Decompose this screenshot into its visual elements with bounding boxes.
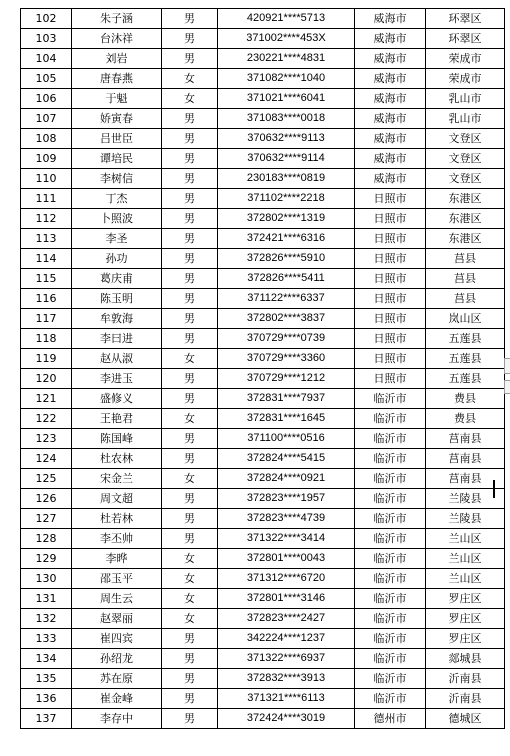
cell-district[interactable]: 东港区 <box>426 229 505 249</box>
cell-id-number[interactable]: 371082****1040 <box>218 69 355 89</box>
cell-id-number[interactable]: 372823****4739 <box>218 509 355 529</box>
cell-district[interactable]: 文登区 <box>426 149 505 169</box>
cell-id-number[interactable]: 371321****6113 <box>218 689 355 709</box>
cell-name[interactable]: 杜农林 <box>72 449 162 469</box>
cell-name[interactable]: 台沐祥 <box>72 29 162 49</box>
cell-id-number[interactable]: 371102****2218 <box>218 189 355 209</box>
cell-name[interactable]: 赵从淑 <box>72 349 162 369</box>
cell-city[interactable]: 日照市 <box>355 349 426 369</box>
cell-city[interactable]: 临沂市 <box>355 629 426 649</box>
cell-id-number[interactable]: 370729****0739 <box>218 329 355 349</box>
cell-name[interactable]: 牟敦海 <box>72 309 162 329</box>
cell-city[interactable]: 日照市 <box>355 369 426 389</box>
cell-gender[interactable]: 男 <box>162 649 218 669</box>
cell-id-number[interactable]: 372801****3146 <box>218 589 355 609</box>
table-row <box>21 429 505 449</box>
cell-id-number[interactable]: 371122****6337 <box>218 289 355 309</box>
cell-district[interactable]: 沂南县 <box>426 669 505 689</box>
cell-id-number[interactable]: 371083****0018 <box>218 109 355 129</box>
cell-city[interactable]: 日照市 <box>355 229 426 249</box>
table-row <box>21 349 505 369</box>
cell-district[interactable]: 罗庄区 <box>426 589 505 609</box>
cell-name[interactable]: 陈玉明 <box>72 289 162 309</box>
cell-district[interactable]: 文登区 <box>426 169 505 189</box>
cell-id-number[interactable]: 371100****0516 <box>218 429 355 449</box>
cell-number[interactable]: 131 <box>21 589 72 609</box>
cell-gender[interactable]: 女 <box>162 469 218 489</box>
cell-name[interactable]: 李晔 <box>72 549 162 569</box>
table-row <box>21 89 505 109</box>
cell-district[interactable]: 莒县 <box>426 269 505 289</box>
cell-city[interactable]: 临沂市 <box>355 509 426 529</box>
cell-name[interactable]: 王艳君 <box>72 409 162 429</box>
cell-id-number[interactable]: 372832****3913 <box>218 669 355 689</box>
cell-name[interactable]: 崔四宾 <box>72 629 162 649</box>
cell-district[interactable]: 五莲县 <box>426 329 505 349</box>
table-row <box>21 149 505 169</box>
cell-id-number[interactable]: 372823****1957 <box>218 489 355 509</box>
cell-name[interactable]: 于魁 <box>72 89 162 109</box>
cell-gender[interactable]: 男 <box>162 329 218 349</box>
text-cursor <box>493 480 495 498</box>
cell-city[interactable]: 威海市 <box>355 169 426 189</box>
cell-name[interactable]: 谭培民 <box>72 149 162 169</box>
cell-gender[interactable]: 女 <box>162 349 218 369</box>
cell-number[interactable]: 103 <box>21 29 72 49</box>
table-row <box>21 589 505 609</box>
cell-city[interactable]: 临沂市 <box>355 409 426 429</box>
cell-district[interactable]: 五莲县 <box>426 349 505 369</box>
cell-city[interactable]: 临沂市 <box>355 569 426 589</box>
cell-gender[interactable]: 女 <box>162 549 218 569</box>
cell-gender[interactable]: 男 <box>162 249 218 269</box>
cell-id-number[interactable]: 372831****7937 <box>218 389 355 409</box>
cell-id-number[interactable]: 372826****5411 <box>218 269 355 289</box>
cell-gender[interactable]: 女 <box>162 589 218 609</box>
cell-number[interactable]: 117 <box>21 309 72 329</box>
cell-number[interactable]: 125 <box>21 469 72 489</box>
cell-district[interactable]: 乳山市 <box>426 109 505 129</box>
cell-district[interactable]: 莒县 <box>426 289 505 309</box>
cell-id-number[interactable]: 372824****5415 <box>218 449 355 469</box>
cell-name[interactable]: 周生云 <box>72 589 162 609</box>
cell-id-number[interactable]: 420921****5713 <box>218 9 355 29</box>
cell-gender[interactable]: 男 <box>162 149 218 169</box>
table-row <box>21 569 505 589</box>
cell-number[interactable]: 132 <box>21 609 72 629</box>
table-row <box>21 649 505 669</box>
table-row <box>21 69 505 89</box>
table-row <box>21 549 505 569</box>
cell-city[interactable]: 日照市 <box>355 209 426 229</box>
cell-name[interactable]: 葛庆甫 <box>72 269 162 289</box>
cell-city[interactable]: 威海市 <box>355 49 426 69</box>
cell-district[interactable]: 兰山区 <box>426 549 505 569</box>
cell-number[interactable]: 118 <box>21 329 72 349</box>
cell-number[interactable]: 127 <box>21 509 72 529</box>
cell-gender[interactable]: 男 <box>162 669 218 689</box>
cell-district[interactable]: 莒南县 <box>426 429 505 449</box>
cell-district[interactable]: 荣成市 <box>426 69 505 89</box>
cell-number[interactable]: 135 <box>21 669 72 689</box>
cell-name[interactable]: 崔金峰 <box>72 689 162 709</box>
table-row <box>21 489 505 509</box>
cell-gender[interactable]: 女 <box>162 409 218 429</box>
cell-gender[interactable]: 男 <box>162 29 218 49</box>
cell-number[interactable]: 124 <box>21 449 72 469</box>
cell-name[interactable]: 李存中 <box>72 709 162 729</box>
cell-name[interactable]: 孙绍龙 <box>72 649 162 669</box>
cell-gender[interactable]: 男 <box>162 229 218 249</box>
cell-gender[interactable]: 男 <box>162 389 218 409</box>
cell-city[interactable]: 临沂市 <box>355 529 426 549</box>
cell-gender[interactable]: 男 <box>162 309 218 329</box>
cell-city[interactable]: 日照市 <box>355 269 426 289</box>
cell-number[interactable]: 128 <box>21 529 72 549</box>
roster-table-body <box>21 9 505 729</box>
cell-gender[interactable]: 男 <box>162 369 218 389</box>
cell-number[interactable]: 104 <box>21 49 72 69</box>
cell-gender[interactable]: 男 <box>162 269 218 289</box>
scroll-handle-lower[interactable] <box>504 380 510 394</box>
cell-gender[interactable]: 女 <box>162 69 218 89</box>
cell-city[interactable]: 威海市 <box>355 69 426 89</box>
cell-city[interactable]: 德州市 <box>355 709 426 729</box>
cell-name[interactable]: 李圣 <box>72 229 162 249</box>
cell-id-number[interactable]: 342224****1237 <box>218 629 355 649</box>
cell-city[interactable]: 临沂市 <box>355 649 426 669</box>
cell-name[interactable]: 李树信 <box>72 169 162 189</box>
cell-city[interactable]: 临沂市 <box>355 449 426 469</box>
cell-city[interactable]: 临沂市 <box>355 669 426 689</box>
cell-id-number[interactable]: 370729****1212 <box>218 369 355 389</box>
table-row <box>21 609 505 629</box>
roster-table <box>20 8 505 729</box>
table-row <box>21 229 505 249</box>
cell-district[interactable]: 环翠区 <box>426 9 505 29</box>
cell-number[interactable]: 108 <box>21 129 72 149</box>
cell-city[interactable]: 临沂市 <box>355 489 426 509</box>
cell-id-number[interactable]: 372826****5910 <box>218 249 355 269</box>
table-row <box>21 209 505 229</box>
cell-number[interactable]: 119 <box>21 349 72 369</box>
cell-number[interactable]: 111 <box>21 189 72 209</box>
cell-number[interactable]: 136 <box>21 689 72 709</box>
table-row <box>21 369 505 389</box>
cell-district[interactable]: 莒县 <box>426 249 505 269</box>
cell-id-number[interactable]: 371312****6720 <box>218 569 355 589</box>
cell-district[interactable]: 兰山区 <box>426 569 505 589</box>
cell-id-number[interactable]: 370729****3360 <box>218 349 355 369</box>
cell-district[interactable]: 费县 <box>426 409 505 429</box>
table-row <box>21 249 505 269</box>
cell-number[interactable]: 114 <box>21 249 72 269</box>
table-row <box>21 289 505 309</box>
cell-city[interactable]: 临沂市 <box>355 689 426 709</box>
cell-gender[interactable]: 男 <box>162 709 218 729</box>
cell-gender[interactable]: 男 <box>162 489 218 509</box>
table-row <box>21 669 505 689</box>
cell-name[interactable]: 卜照波 <box>72 209 162 229</box>
cell-gender[interactable]: 男 <box>162 109 218 129</box>
table-row <box>21 389 505 409</box>
table-row <box>21 529 505 549</box>
cell-number[interactable]: 109 <box>21 149 72 169</box>
cell-city[interactable]: 威海市 <box>355 9 426 29</box>
cell-name[interactable]: 苏在原 <box>72 669 162 689</box>
cell-id-number[interactable]: 372802****3837 <box>218 309 355 329</box>
table-row <box>21 9 505 29</box>
cell-name[interactable]: 杜若林 <box>72 509 162 529</box>
table-row <box>21 629 505 649</box>
cell-city[interactable]: 临沂市 <box>355 429 426 449</box>
cell-district[interactable]: 东港区 <box>426 209 505 229</box>
cell-gender[interactable]: 男 <box>162 209 218 229</box>
cell-district[interactable]: 兰山区 <box>426 529 505 549</box>
cell-gender[interactable]: 男 <box>162 449 218 469</box>
cell-city[interactable]: 临沂市 <box>355 389 426 409</box>
table-row <box>21 509 505 529</box>
cell-id-number[interactable]: 230183****0819 <box>218 169 355 189</box>
cell-gender[interactable]: 男 <box>162 629 218 649</box>
cell-name[interactable]: 宋金兰 <box>72 469 162 489</box>
cell-city[interactable]: 日照市 <box>355 189 426 209</box>
table-row <box>21 129 505 149</box>
cell-id-number[interactable]: 372823****2427 <box>218 609 355 629</box>
cell-city[interactable]: 威海市 <box>355 89 426 109</box>
table-row <box>21 689 505 709</box>
table-row <box>21 269 505 289</box>
cell-district[interactable]: 德城区 <box>426 709 505 729</box>
cell-city[interactable]: 日照市 <box>355 289 426 309</box>
cell-city[interactable]: 威海市 <box>355 149 426 169</box>
cell-number[interactable]: 112 <box>21 209 72 229</box>
table-row <box>21 309 505 329</box>
cell-name[interactable]: 丁杰 <box>72 189 162 209</box>
table-row <box>21 109 505 129</box>
cell-number[interactable]: 129 <box>21 549 72 569</box>
cell-city[interactable]: 日照市 <box>355 309 426 329</box>
cell-gender[interactable]: 女 <box>162 609 218 629</box>
scroll-handle[interactable] <box>504 358 510 374</box>
cell-name[interactable]: 盛修义 <box>72 389 162 409</box>
cell-district[interactable]: 乳山市 <box>426 89 505 109</box>
cell-gender[interactable]: 男 <box>162 429 218 449</box>
cell-name[interactable]: 周文超 <box>72 489 162 509</box>
cell-city[interactable]: 威海市 <box>355 109 426 129</box>
cell-city[interactable]: 日照市 <box>355 329 426 349</box>
cell-name[interactable]: 孙功 <box>72 249 162 269</box>
cell-gender[interactable]: 女 <box>162 569 218 589</box>
cell-id-number[interactable]: 372424****3019 <box>218 709 355 729</box>
cell-id-number[interactable]: 372831****1645 <box>218 409 355 429</box>
cell-name[interactable]: 唐春燕 <box>72 69 162 89</box>
cell-id-number[interactable]: 372421****6316 <box>218 229 355 249</box>
cell-id-number[interactable]: 371002****453X <box>218 29 355 49</box>
cell-city[interactable]: 临沂市 <box>355 549 426 569</box>
cell-number[interactable]: 123 <box>21 429 72 449</box>
cell-id-number[interactable]: 372824****0921 <box>218 469 355 489</box>
cell-name[interactable]: 刘岩 <box>72 49 162 69</box>
cell-city[interactable]: 临沂市 <box>355 589 426 609</box>
cell-id-number[interactable]: 371322****3414 <box>218 529 355 549</box>
cell-id-number[interactable]: 372801****0043 <box>218 549 355 569</box>
cell-number[interactable]: 126 <box>21 489 72 509</box>
cell-name[interactable]: 陈国峰 <box>72 429 162 449</box>
cell-number[interactable]: 106 <box>21 89 72 109</box>
cell-district[interactable]: 兰陵县 <box>426 489 505 509</box>
cell-district[interactable]: 费县 <box>426 389 505 409</box>
cell-gender[interactable]: 男 <box>162 289 218 309</box>
cell-district[interactable]: 罗庄区 <box>426 629 505 649</box>
cell-gender[interactable]: 男 <box>162 509 218 529</box>
cell-city[interactable]: 威海市 <box>355 29 426 49</box>
cell-number[interactable]: 120 <box>21 369 72 389</box>
cell-number[interactable]: 130 <box>21 569 72 589</box>
cell-id-number[interactable]: 370632****9113 <box>218 129 355 149</box>
table-row <box>21 29 505 49</box>
table-row <box>21 709 505 729</box>
table-row <box>21 469 505 489</box>
cell-gender[interactable]: 男 <box>162 689 218 709</box>
cell-number[interactable]: 113 <box>21 229 72 249</box>
cell-number[interactable]: 105 <box>21 69 72 89</box>
cell-name[interactable]: 李进玉 <box>72 369 162 389</box>
cell-district[interactable]: 环翠区 <box>426 29 505 49</box>
cell-district[interactable]: 罗庄区 <box>426 609 505 629</box>
cell-gender[interactable]: 男 <box>162 169 218 189</box>
cell-number[interactable]: 122 <box>21 409 72 429</box>
cell-city[interactable]: 临沂市 <box>355 469 426 489</box>
cell-district[interactable]: 文登区 <box>426 129 505 149</box>
table-row <box>21 409 505 429</box>
cell-name[interactable]: 朱子涵 <box>72 9 162 29</box>
cell-district[interactable]: 莒南县 <box>426 449 505 469</box>
cell-id-number[interactable]: 372802****1319 <box>218 209 355 229</box>
cell-name[interactable]: 李丕帅 <box>72 529 162 549</box>
cell-id-number[interactable]: 371021****6041 <box>218 89 355 109</box>
cell-gender[interactable]: 男 <box>162 9 218 29</box>
cell-name[interactable]: 娇寅春 <box>72 109 162 129</box>
cell-gender[interactable]: 男 <box>162 529 218 549</box>
cell-district[interactable]: 东港区 <box>426 189 505 209</box>
table-row <box>21 189 505 209</box>
cell-district[interactable]: 荣成市 <box>426 49 505 69</box>
cell-name[interactable]: 邵玉平 <box>72 569 162 589</box>
table-row <box>21 49 505 69</box>
table-row <box>21 449 505 469</box>
cell-city[interactable]: 临沂市 <box>355 609 426 629</box>
cell-name[interactable]: 李曰进 <box>72 329 162 349</box>
cell-number[interactable]: 137 <box>21 709 72 729</box>
cell-district[interactable]: 五莲县 <box>426 369 505 389</box>
cell-name[interactable]: 吕世臣 <box>72 129 162 149</box>
cell-number[interactable]: 116 <box>21 289 72 309</box>
cell-district[interactable]: 岚山区 <box>426 309 505 329</box>
cell-gender[interactable]: 男 <box>162 189 218 209</box>
cell-gender[interactable]: 男 <box>162 129 218 149</box>
cell-number[interactable]: 134 <box>21 649 72 669</box>
cell-number[interactable]: 133 <box>21 629 72 649</box>
table-row <box>21 329 505 349</box>
cell-number[interactable]: 110 <box>21 169 72 189</box>
cell-number[interactable]: 121 <box>21 389 72 409</box>
cell-city[interactable]: 威海市 <box>355 129 426 149</box>
cell-gender[interactable]: 男 <box>162 49 218 69</box>
cell-number[interactable]: 107 <box>21 109 72 129</box>
cell-id-number[interactable]: 370632****9114 <box>218 149 355 169</box>
cell-district[interactable]: 莒南县 <box>426 469 505 489</box>
cell-district[interactable]: 兰陵县 <box>426 509 505 529</box>
cell-city[interactable]: 日照市 <box>355 249 426 269</box>
cell-district[interactable]: 郯城县 <box>426 649 505 669</box>
cell-district[interactable]: 沂南县 <box>426 689 505 709</box>
cell-number[interactable]: 102 <box>21 9 72 29</box>
cell-id-number[interactable]: 371322****6937 <box>218 649 355 669</box>
cell-gender[interactable]: 女 <box>162 89 218 109</box>
cell-number[interactable]: 115 <box>21 269 72 289</box>
cell-id-number[interactable]: 230221****4831 <box>218 49 355 69</box>
cell-name[interactable]: 赵翠丽 <box>72 609 162 629</box>
table-row <box>21 169 505 189</box>
